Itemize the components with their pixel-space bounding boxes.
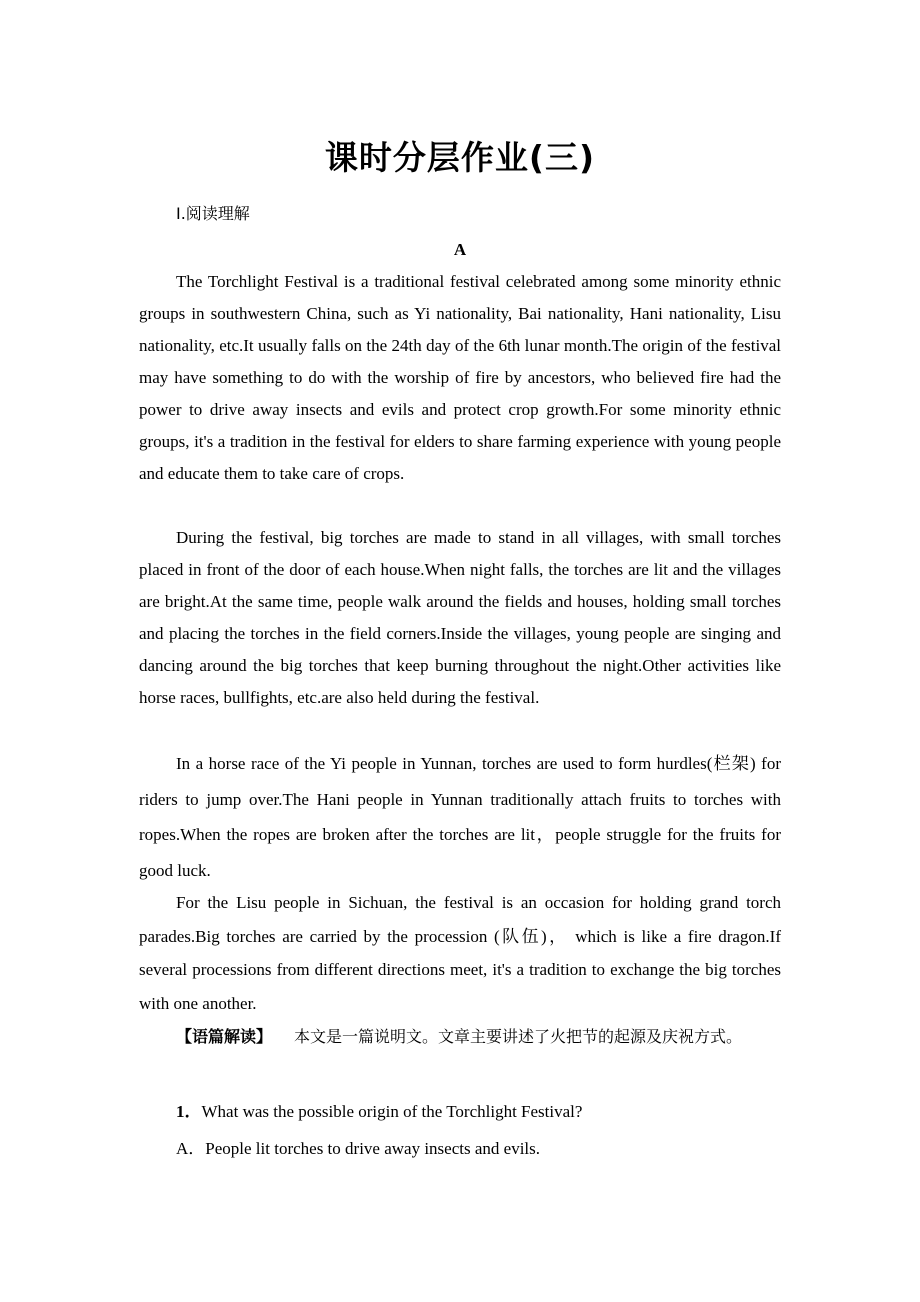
question-1-option-a — [176, 1135, 540, 1163]
analysis-text: 本文是一篇说明文。文章主要讲述了火把节的起源及庆祝方式。 — [294, 1027, 743, 1046]
option-text: People lit torches to drive away insects and evils. — [205, 1139, 541, 1158]
option-letter: A． — [176, 1139, 206, 1158]
question-1 — [176, 1098, 582, 1126]
question-number: 1． — [176, 1102, 202, 1121]
passage-paragraph-4: For the Lisu people in Sichuan, the festival is an occasion for holding grand torch parades.Big torches are carried by the procession (队伍)， which is like a fire dragon.If several processions from different directions meet, it's a tradition to exchange the big torches with one another. — [139, 893, 781, 1013]
section-heading: Ⅰ.阅读理解 — [176, 204, 250, 223]
passage-analysis — [139, 1018, 781, 1056]
passage-label: A — [453, 240, 467, 259]
passage-paragraph-2: During the festival, big torches are made to stand in all villages, with small torches placed in front of the door of each house.When night falls, the torches are lit and the villages are bright.At the same time, people walk around the fields and houses, holding small torches and placing the torches in the field corners.Inside the villages, young people are singing and dancing around the big torches that keep burning throughout the night.Other activities like horse races, bullfights, etc.are also held during the festival. — [139, 528, 781, 707]
question-text: What was the possible origin of the Torchlight Festival? — [201, 1102, 583, 1121]
passage-paragraph-3: In a horse race of the Yi people in Yunnan, torches are used to form hurdles(栏架) for riders to jump over.The Hani people in Yunnan traditionally attach fruits to torches with ropes.When the ropes are broken after the torches are lit，people struggle for the fruits for good luck. — [139, 754, 781, 880]
page-title: 课时分层作业(三) — [324, 138, 596, 177]
analysis-tag: 【语篇解读】 — [176, 1027, 273, 1046]
passage-paragraph-1: The Torchlight Festival is a traditional festival celebrated among some minority ethnic groups in southwestern China, such as Yi nationality, Bai nationality, Hani nationality, Lisu nationality, etc.It usually falls on the 24th day of the 6th lunar month.The origin of the festival may have something to do with the worship of fire by ancestors, who believed fire had the power to drive away insects and evils and protect crop growth.For some minority ethnic groups, it's a tradition in the festival for elders to share farming experience with young people and educate them to take care of crops. — [139, 272, 781, 483]
